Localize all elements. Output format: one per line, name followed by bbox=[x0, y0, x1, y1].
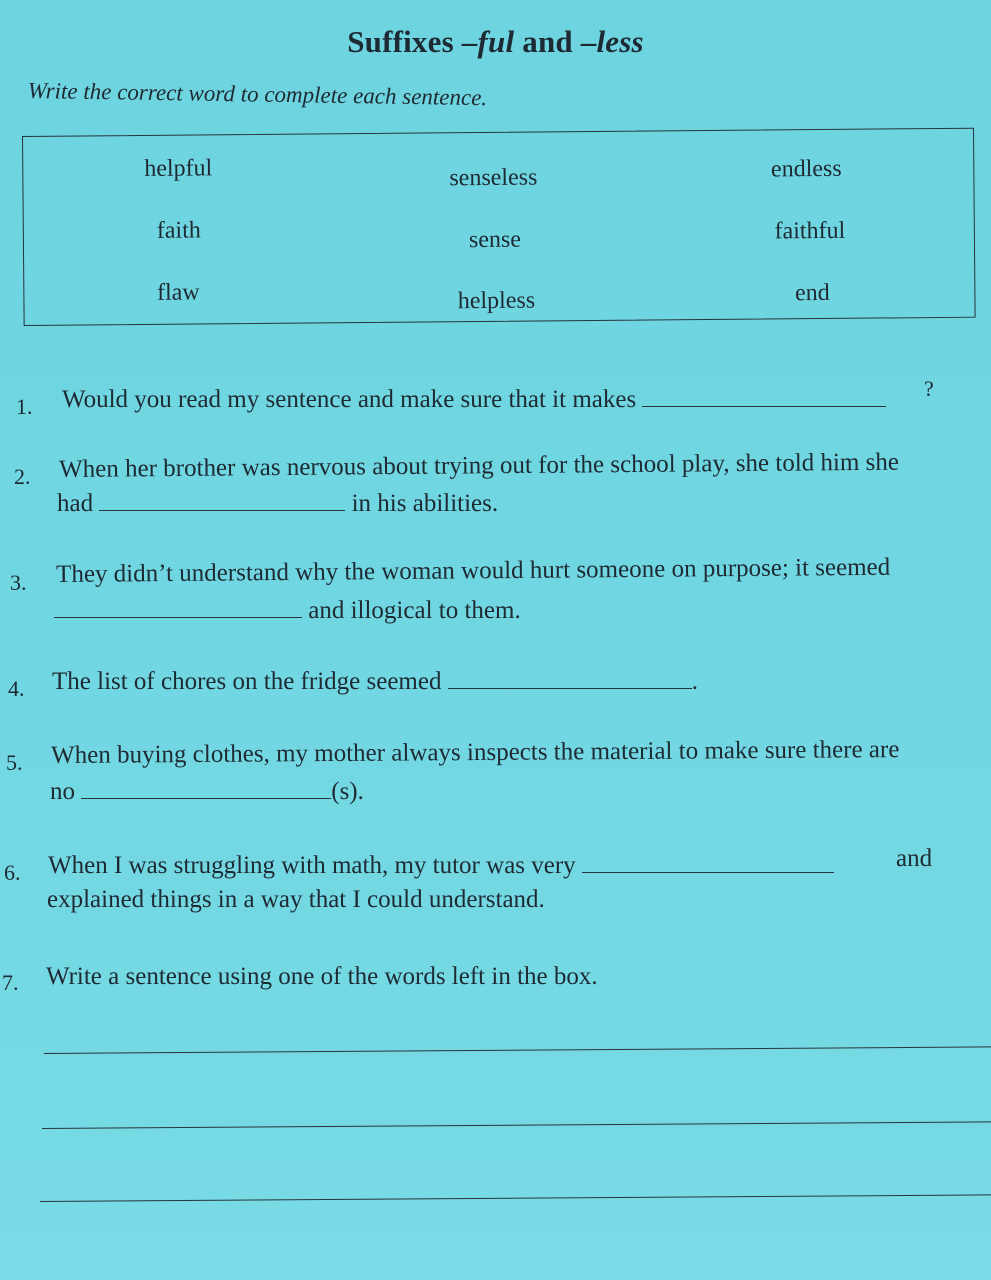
word-bank-item: helpless bbox=[457, 287, 536, 315]
question-3-line-2: and illogical to them. bbox=[54, 597, 521, 625]
question-5-line-2: no (s). bbox=[50, 778, 364, 805]
word-bank-item: sense bbox=[468, 226, 522, 254]
question-3-line-1: They didn’t understand why the woman would hurt someone on purpose; it seemed bbox=[56, 553, 891, 588]
question-6-line-1: When I was struggling with math, my tutor was very bbox=[48, 852, 834, 880]
answer-line[interactable] bbox=[44, 1046, 991, 1054]
word-bank-item: endless bbox=[770, 155, 842, 183]
answer-blank[interactable] bbox=[642, 405, 886, 407]
question-number: 4. bbox=[8, 676, 25, 701]
question-1-text: Would you read my sentence and make sure that it makes bbox=[62, 386, 886, 414]
question-7-text: Write a sentence using one of the words left in the box. bbox=[46, 963, 598, 990]
instructions: Write the correct word to complete each sentence. bbox=[27, 78, 488, 111]
word-box bbox=[22, 128, 976, 326]
question-5-line-1: When buying clothes, my mother always inspects the material to make sure there are bbox=[51, 736, 900, 769]
question-mark: ? bbox=[924, 376, 934, 401]
question-6-line-2: explained things in a way that I could understand. bbox=[47, 886, 545, 913]
question-2-line-1: When her brother was nervous about trying out for the school play, she told him she bbox=[59, 448, 900, 483]
question-4-text: The list of chores on the fridge seemed . bbox=[52, 668, 698, 695]
question-number: 3. bbox=[10, 570, 27, 595]
answer-blank[interactable] bbox=[582, 871, 834, 873]
word-bank-item: flaw bbox=[156, 279, 200, 306]
question-2-line-2: had in his abilities. bbox=[57, 490, 499, 517]
question-6-line-1-end: and bbox=[896, 845, 933, 872]
answer-line[interactable] bbox=[42, 1121, 991, 1129]
word-bank-item: helpful bbox=[144, 155, 213, 182]
answer-blank[interactable] bbox=[54, 616, 302, 618]
question-number: 1. bbox=[16, 394, 33, 419]
answer-line[interactable] bbox=[40, 1194, 991, 1202]
answer-blank[interactable] bbox=[99, 509, 345, 511]
question-number: 5. bbox=[6, 750, 23, 775]
word-bank-item: senseless bbox=[449, 164, 538, 192]
question-number: 2. bbox=[14, 464, 31, 489]
worksheet-title: Suffixes –ful and –less bbox=[347, 24, 644, 59]
answer-blank[interactable] bbox=[448, 687, 692, 689]
word-bank-item: faith bbox=[156, 217, 201, 244]
question-number: 7. bbox=[2, 970, 19, 995]
answer-blank[interactable] bbox=[81, 797, 331, 799]
question-number: 6. bbox=[4, 860, 21, 885]
word-bank-item: faithful bbox=[774, 217, 846, 245]
word-bank-item: end bbox=[794, 279, 830, 307]
